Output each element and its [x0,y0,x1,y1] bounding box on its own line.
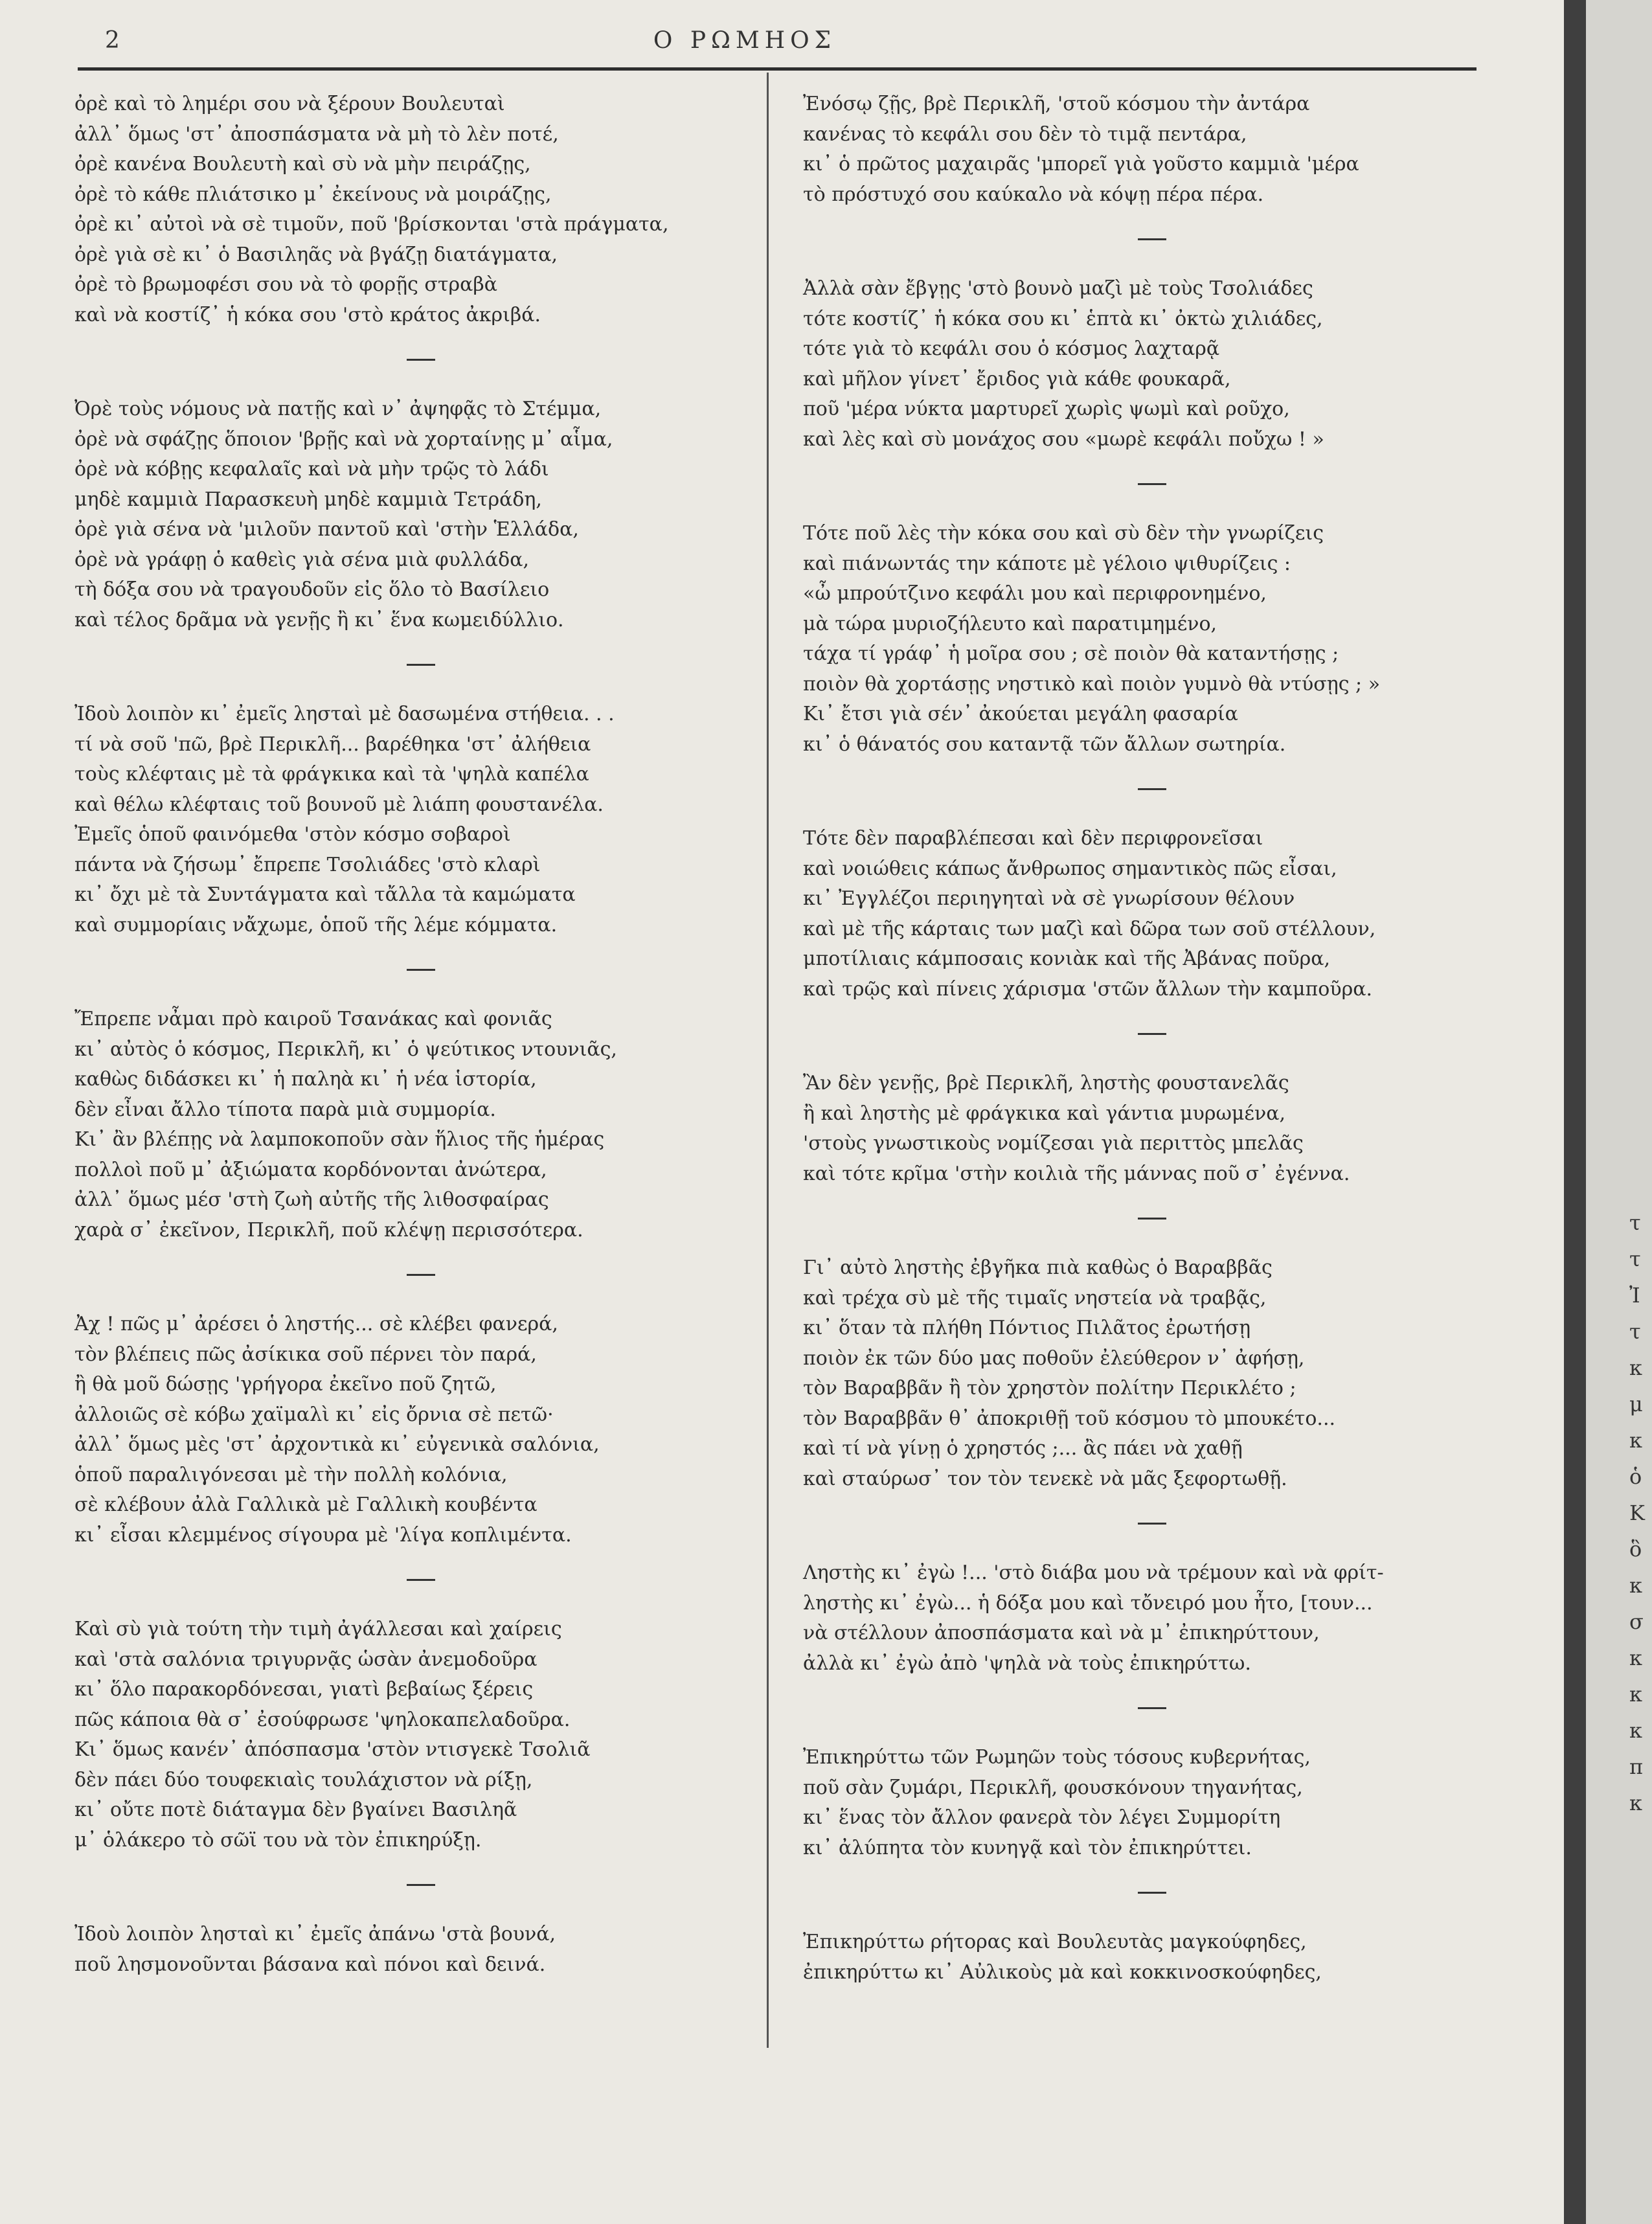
verse-line: τί νὰ σοῦ 'πῶ, βρὲ Περικλῆ... βαρέθηκα 'στ᾽ ἀλήθεια [74,732,591,756]
verse-line: κανένας τὸ κεφάλι σου δὲν τὸ τιμᾷ πεντάρα, [803,122,1247,146]
poem-stanza [74,1004,754,1245]
stanza-separator [1138,1218,1166,1220]
verse-line: ὀρὲ νὰ κόβῃς κεφαλαῖς καὶ νὰ μὴν τρῷς τὸ λάδι [74,458,549,481]
verse-line: τότε γιὰ τὸ κεφάλι σου ὁ κόσμος λαχταρᾷ [803,337,1220,360]
poem-stanza [803,274,1477,455]
masthead-title: Ο ΡΩΜΗΟΣ [653,27,837,54]
verse-line: καὶ τέλος δρᾶμα νὰ γενῇς ἢ κι᾽ ἕνα κωμειδύλλιο. [74,608,564,631]
verse-line: ὀρὲ γιὰ σὲ κι᾽ ὁ Βασιληᾶς νὰ βγάζῃ διατάγματα, [74,243,558,266]
verse-line: «ὦ μπρούτζινο κεφάλι μου καὶ περιφρονημένο, [803,582,1267,605]
header-rule [78,67,1477,71]
verse-line: ποῦ 'μέρα νύκτα μαρτυρεῖ χωρὶς ψωμὶ καὶ ροῦχο, [803,398,1290,420]
poem-stanza [803,1558,1477,1679]
verse-line: ληστὴς κι᾽ ἐγὼ... ἡ δόξα μου καὶ τὄνειρό μου ἦτο, [τουν... [803,1591,1373,1615]
stanza-separator [1138,1033,1166,1035]
verse-line: καὶ τρῷς καὶ πίνεις χάρισμα 'στῶν ἄλλων τὴν καμποῦρα. [803,977,1372,1001]
verse-line: κι᾽ αὐτὸς ὁ κόσμος, Περικλῆ, κι᾽ ὁ ψεύτικος ντουνιᾶς, [74,1038,617,1061]
page-number: 2 [105,27,120,54]
verse-line: τότε κοστίζ᾽ ἡ κόκα σου κι᾽ ἑπτὰ κι᾽ ὀκτὼ χιλιάδες, [803,307,1323,330]
verse-line: δὲν εἶναι ἄλλο τίποτα παρὰ μιὰ συμμορία. [74,1098,496,1121]
verse-line: Ληστὴς κι᾽ ἐγὼ !... 'στὸ διάβα μου νὰ τρέμουν καὶ νὰ φρίτ- [803,1561,1384,1584]
verse-line: καὶ πιάνωντάς την κάποτε μὲ γέλοιο ψιθυρίζεις : [803,552,1291,575]
poem-stanza [803,1069,1477,1189]
verse-line: πῶς κάποια θὰ σ᾽ ἐσούφρωσε 'ψηλοκαπελαδοῦρα. [74,1708,571,1731]
verse-line: Ἐνόσῳ ζῇς, βρὲ Περικλῆ, 'στοῦ κόσμου τὴν ἀντάρα [803,93,1310,115]
poem-stanza [803,519,1477,760]
facing-page-edge [1586,0,1652,2224]
verse-line: καθὼς διδάσκει κι᾽ ἡ παληὰ κι᾽ ἡ νέα ἱστορία, [74,1068,537,1091]
stanza-separator [1138,1707,1166,1709]
verse-line: κι᾽ ὁ πρῶτος μαχαιρᾶς 'μπορεῖ γιὰ γοῦστο καμμιὰ 'μέρα [803,153,1359,176]
verse-line: τὸν Βαραββᾶν θ᾽ ἀποκριθῇ τοῦ κόσμου τὸ μπουκέτο... [803,1407,1336,1430]
verse-line: κι᾽ ἀλύπητα τὸν κυνηγᾷ καὶ τὸν ἐπικηρύττει. [803,1836,1252,1859]
verse-line: ὀρὲ νὰ γράφῃ ὁ καθεὶς γιὰ σένα μιὰ φυλλάδα, [74,548,529,571]
verse-line: Καὶ σὺ γιὰ τούτη τὴν τιμὴ ἀγάλλεσαι καὶ χαίρεις [74,1618,562,1640]
edge-letter: Κ [1629,1501,1645,1525]
verse-line: Ἐμεῖς ὁποῦ φαινόμεθα 'στὸν κόσμο σοβαροὶ [74,823,511,846]
edge-letter: σ [1629,1609,1644,1634]
verse-line: καὶ τότε κρῖμα 'στὴν κοιλιὰ τῆς μάννας ποῦ σ᾽ ἐγέννα. [803,1162,1350,1185]
verse-line: ὁποῦ παραλιγόνεσαι μὲ τὴν πολλὴ κολόνια, [74,1463,508,1486]
verse-line: Τότε ποῦ λὲς τὴν κόκα σου καὶ σὺ δὲν τὴν γνωρίζεις [803,522,1324,545]
column-divider [767,73,769,2048]
verse-line: νὰ στέλλουν ἀποσπάσματα καὶ νὰ μ᾽ ἐπικηρύττουν, [803,1622,1320,1644]
poem-stanza [74,89,754,330]
verse-line: Κι᾽ ἔτσι γιὰ σέν᾽ ἀκούεται μεγάλη φασαρία [803,703,1238,725]
poem-stanza [74,1920,754,1980]
verse-line: χαρὰ σ᾽ ἐκεῖνον, Περικλῆ, ποῦ κλέψῃ περισσότερα. [74,1218,583,1242]
verse-line: ὀρὲ γιὰ σένα νὰ 'μιλοῦν παντοῦ καὶ 'στὴν Ἑλλάδα, [74,518,579,541]
verse-line: ἀλλοιῶς σὲ κόβω χαϊμαλὶ κι᾽ εἰς ὄρνια σὲ πετῶ· [74,1403,554,1426]
verse-line: καὶ 'στὰ σαλόνια τριγυρνᾷς ὡσὰν ἀνεμοδοῦρα [74,1648,537,1671]
edge-letter: τ [1629,1210,1641,1235]
edge-letter: κ [1629,1573,1642,1598]
verse-line: κι᾽ Ἐγγλέζοι περιηγηταὶ νὰ σὲ γνωρίσουν θέλουν [803,887,1295,910]
poem-stanza [74,699,754,940]
verse-line: τὸ πρόστυχό σου καύκαλο νὰ κόψῃ πέρα πέρα. [803,183,1264,206]
verse-line: κι᾽ ὅλο παρακορδόνεσαι, γιατὶ βεβαίως ξέρεις [74,1678,534,1701]
verse-line: καὶ νοιώθεις κάπως ἄνθρωπος σημαντικὸς πῶς εἶσαι, [803,857,1337,880]
verse-line: ἀλλ᾽ ὅμως μὲς 'στ᾽ ἀρχοντικὰ κι᾽ εὐγενικὰ σαλόνια, [74,1433,600,1456]
edge-letter: ὃ [1629,1537,1642,1561]
verse-line: κι᾽ ὅταν τὰ πλήθη Πόντιος Πιλᾶτος ἐρωτήσῃ [803,1317,1251,1339]
stanza-separator [407,359,435,361]
verse-line: κι᾽ ὁ θάνατός σου καταντᾷ τῶν ἄλλων σωτηρία. [803,732,1286,756]
edge-letter: τ [1629,1247,1641,1271]
left-column [74,89,754,1980]
poem-stanza [803,824,1477,1004]
verse-line: καὶ τρέχα σὺ μὲ τῆς τιμαῖς νηστεία νὰ τραβᾷς, [803,1286,1267,1310]
poem-stanza [803,89,1477,210]
verse-line: ὀρὲ τὸ βρωμοφέσι σου νὰ τὸ φορῇς στραβὰ [74,273,497,296]
verse-line: σὲ κλέβουν ἀλὰ Γαλλικὰ μὲ Γαλλικὴ κουβέντα [74,1493,537,1516]
poem-stanza [803,1927,1477,1988]
verse-line: κι᾽ ὄχι μὲ τὰ Συντάγματα καὶ τἄλλα τὰ καμώματα [74,883,576,906]
verse-line: Ἰδοὺ λοιπὸν κι᾽ ἐμεῖς λησταὶ μὲ δασωμένα στήθεια. . . [74,703,615,725]
verse-line: καὶ συμμορίαις νἄχωμε, ὁποῦ τῆς λέμε κόμματα. [74,913,558,936]
verse-line: ἐπικηρύττω κι᾽ Αὐλικοὺς μὰ καὶ κοκκινοσκούφηδες, [803,1960,1322,1984]
verse-line: Ἔπρεπε νἆμαι πρὸ καιροῦ Τσανάκας καὶ φονιᾶς [74,1008,552,1030]
verse-line: ἢ θὰ μοῦ δώσῃς 'γρήγορα ἐκεῖνο ποῦ ζητῶ, [74,1373,497,1396]
stanza-separator [407,1274,435,1276]
verse-line: καὶ λὲς καὶ σὺ μονάχος σου «μωρὲ κεφάλι ποὔχω ! » [803,427,1324,451]
right-column [803,89,1477,1988]
verse-line: ἢ καὶ ληστὴς μὲ φράγκικα καὶ γάντια μυρωμένα, [803,1102,1286,1125]
verse-line: Ἐπικηρύττω τῶν Ρωμηῶν τοὺς τόσους κυβερνήτας, [803,1746,1311,1769]
stanza-separator [1138,483,1166,485]
edge-letter: κ [1629,1428,1642,1453]
verse-line: Ἰδοὺ λοιπὸν λησταὶ κι᾽ ἐμεῖς ἀπάνω 'στὰ βουνά, [74,1923,556,1946]
verse-line: Ἀλλὰ σὰν ἔβγῃς 'στὸ βουνὸ μαζὶ μὲ τοὺς Τσολιάδες [803,277,1313,300]
verse-line: ὀρὲ καὶ τὸ λημέρι σου νὰ ξέρουν Βουλευταὶ [74,93,505,115]
edge-letter: κ [1629,1791,1642,1815]
stanza-separator [1138,788,1166,790]
verse-line: Γι᾽ αὐτὸ ληστὴς ἐβγῆκα πιὰ καθὼς ὁ Βαραββᾶς [803,1256,1273,1279]
verse-line: τὸν Βαραββᾶν ἢ τὸν χρηστὸν πολίτην Περικλέτο ; [803,1377,1296,1400]
verse-line: ποιὸν θὰ χορτάσῃς νηστικὸ καὶ ποιὸν γυμνὸ θὰ ντύσῃς ; » [803,672,1381,696]
verse-line: τοὺς κλέφταις μὲ τὰ φράγκικα καὶ τὰ 'ψηλὰ καπέλα [74,763,589,786]
edge-letter: ὁ [1629,1464,1642,1489]
verse-line: ποιὸν ἐκ τῶν δύο μας ποθοῦν ἐλεύθερον ν᾽ ἀφήσῃ, [803,1346,1305,1370]
verse-line: Τότε δὲν παραβλέπεσαι καὶ δὲν περιφρονεῖσαι [803,827,1263,850]
stanza-separator [407,969,435,971]
verse-line: ἀλλ᾽ ὅμως μέσ 'στὴ ζωὴ αὐτῆς τῆς λιθοσφαίρας [74,1188,549,1211]
verse-line: Ἐπικηρύττω ρήτορας καὶ Βουλευτὰς μαγκούφηδες, [803,1931,1307,1953]
verse-line: μὰ τώρα μυριοζήλευτο καὶ παρατιμημένο, [803,612,1217,635]
stanza-separator [407,664,435,666]
verse-line: ὀρὲ τὸ κάθε πλιάτσικο μ᾽ ἐκείνους νὰ μοιράζῃς, [74,183,552,206]
stanza-separator [407,1884,435,1886]
verse-line: καὶ νὰ κοστίζ᾽ ἡ κόκα σου 'στὸ κράτος ἀκριβά. [74,303,541,326]
edge-letter: κ [1629,1682,1642,1707]
poem-stanza [803,1743,1477,1863]
verse-line: τὴ δόξα σου νὰ τραγουδοῦν εἰς ὅλο τὸ Βασίλειο [74,578,550,601]
stanza-separator [407,1579,435,1581]
poem-stanza [74,1615,754,1855]
edge-letter: μ [1629,1392,1643,1416]
verse-line: ἀλλ᾽ ὅμως 'στ᾽ ἀποσπάσματα νὰ μὴ τὸ λὲν ποτέ, [74,122,559,146]
facing-page-text-fragment [1629,1205,1651,1821]
verse-line: μποτίλιαις κάμποσαις κονιὰκ καὶ τῆς Ἀβάνας ποῦρα, [803,947,1331,970]
edge-letter: κ [1629,1718,1642,1743]
edge-letter: Ἰ [1629,1283,1640,1308]
verse-line: κι᾽ οὔτε ποτὲ διάταγμα δὲν βγαίνει Βασιληᾶ [74,1798,517,1821]
edge-letter: π [1629,1754,1644,1779]
verse-line: ὀρὲ κι᾽ αὐτοὶ νὰ σὲ τιμοῦν, ποῦ 'βρίσκονται 'στὰ πράγματα, [74,213,669,236]
verse-line: Κι᾽ ἂν βλέπῃς νὰ λαμποκοποῦν σὰν ἥλιος τῆς ἡμέρας [74,1128,605,1151]
verse-line: Ἀχ ! πῶς μ᾽ ἀρέσει ὁ ληστής... σὲ κλέβει φανερά, [74,1313,558,1335]
verse-line: καὶ θέλω κλέφταις τοῦ βουνοῦ μὲ λιάπη φουστανέλα. [74,793,604,816]
edge-letter: κ [1629,1646,1642,1670]
verse-line: Κι᾽ ὅμως κανέν᾽ ἀπόσπασμα 'στὸν ντισγεκὲ Τσολιᾶ [74,1738,591,1761]
verse-line: ὀρὲ νὰ σφάζῃς ὅποιον 'βρῇς καὶ νὰ χορταίνῃς μ᾽ αἷμα, [74,427,613,451]
verse-line: ποῦ σὰν ζυμάρι, Περικλῆ, φουσκόνουν τηγανήτας, [803,1776,1303,1799]
verse-line: πάντα νὰ ζήσωμ᾽ ἔπρεπε Τσολιάδες 'στὸ κλαρὶ [74,853,541,876]
verse-line: ὀρὲ κανένα Βουλευτὴ καὶ σὺ νὰ μὴν πειράζῃς, [74,153,531,176]
verse-line: καὶ μὲ τῆς κάρταις των μαζὶ καὶ δῶρα των σοῦ στέλλουν, [803,917,1376,940]
verse-line: τάχα τί γράφ᾽ ἡ μοῖρα σου ; σὲ ποιὸν θὰ καταντήσῃς ; [803,642,1339,665]
verse-line: πολλοὶ ποῦ μ᾽ ἀξιώματα κορδόνονται ἀνώτερα, [74,1158,547,1181]
edge-letter: κ [1629,1356,1642,1380]
verse-line: δὲν πάει δύο τουφεκιαὶς τουλάχιστον νὰ ρίξῃ, [74,1768,533,1791]
binding-gutter [1564,0,1586,2224]
verse-line: Ὀρὲ τοὺς νόμους νὰ πατῇς καὶ ν᾽ ἀψηφᾷς τὸ Στέμμα, [74,398,602,420]
edge-letter: τ [1629,1319,1641,1344]
verse-line: καὶ τί νὰ γίνῃ ὁ χρηστός ;... ἂς πάει νὰ χαθῇ [803,1437,1243,1460]
verse-line: ποῦ λησμονοῦνται βάσανα καὶ πόνοι καὶ δεινά. [74,1953,546,1976]
stanza-separator [1138,1892,1166,1894]
poem-stanza [803,1253,1477,1494]
verse-line: ἀλλὰ κι᾽ ἐγὼ ἀπὸ 'ψηλὰ νὰ τοὺς ἐπικηρύττω. [803,1651,1251,1675]
poem-stanza [74,394,754,635]
verse-line: Ἂν δὲν γενῇς, βρὲ Περικλῆ, ληστὴς φουστανελᾶς [803,1072,1289,1095]
verse-line: μ᾽ ὁλάκερο τὸ σῶϊ του νὰ τὸν ἐπικηρύξῃ. [74,1828,482,1852]
verse-line: κι᾽ εἶσαι κλεμμένος σίγουρα μὲ 'λίγα κοπλιμέντα. [74,1523,572,1547]
verse-line: 'στοὺς γνωστικοὺς νομίζεσαι γιὰ περιττὸς μπελᾶς [803,1132,1304,1155]
verse-line: καὶ σταύρωσ᾽ τον τὸν τενεκὲ νὰ μᾶς ξεφορτωθῇ. [803,1467,1287,1490]
stanza-separator [1138,1523,1166,1525]
poem-stanza [74,1310,754,1550]
verse-line: κι᾽ ἕνας τὸν ἄλλον φανερὰ τὸν λέγει Συμμορίτη [803,1806,1281,1829]
stanza-separator [1138,238,1166,240]
verse-line: μηδὲ καμμιὰ Παρασκευὴ μηδὲ καμμιὰ Τετράδη, [74,488,542,511]
verse-line: τὸν βλέπεις πῶς ἀσίκικα σοῦ πέρνει τὸν παρά, [74,1343,537,1366]
verse-line: καὶ μῆλον γίνετ᾽ ἔριδος γιὰ κάθε φουκαρᾶ, [803,367,1231,391]
